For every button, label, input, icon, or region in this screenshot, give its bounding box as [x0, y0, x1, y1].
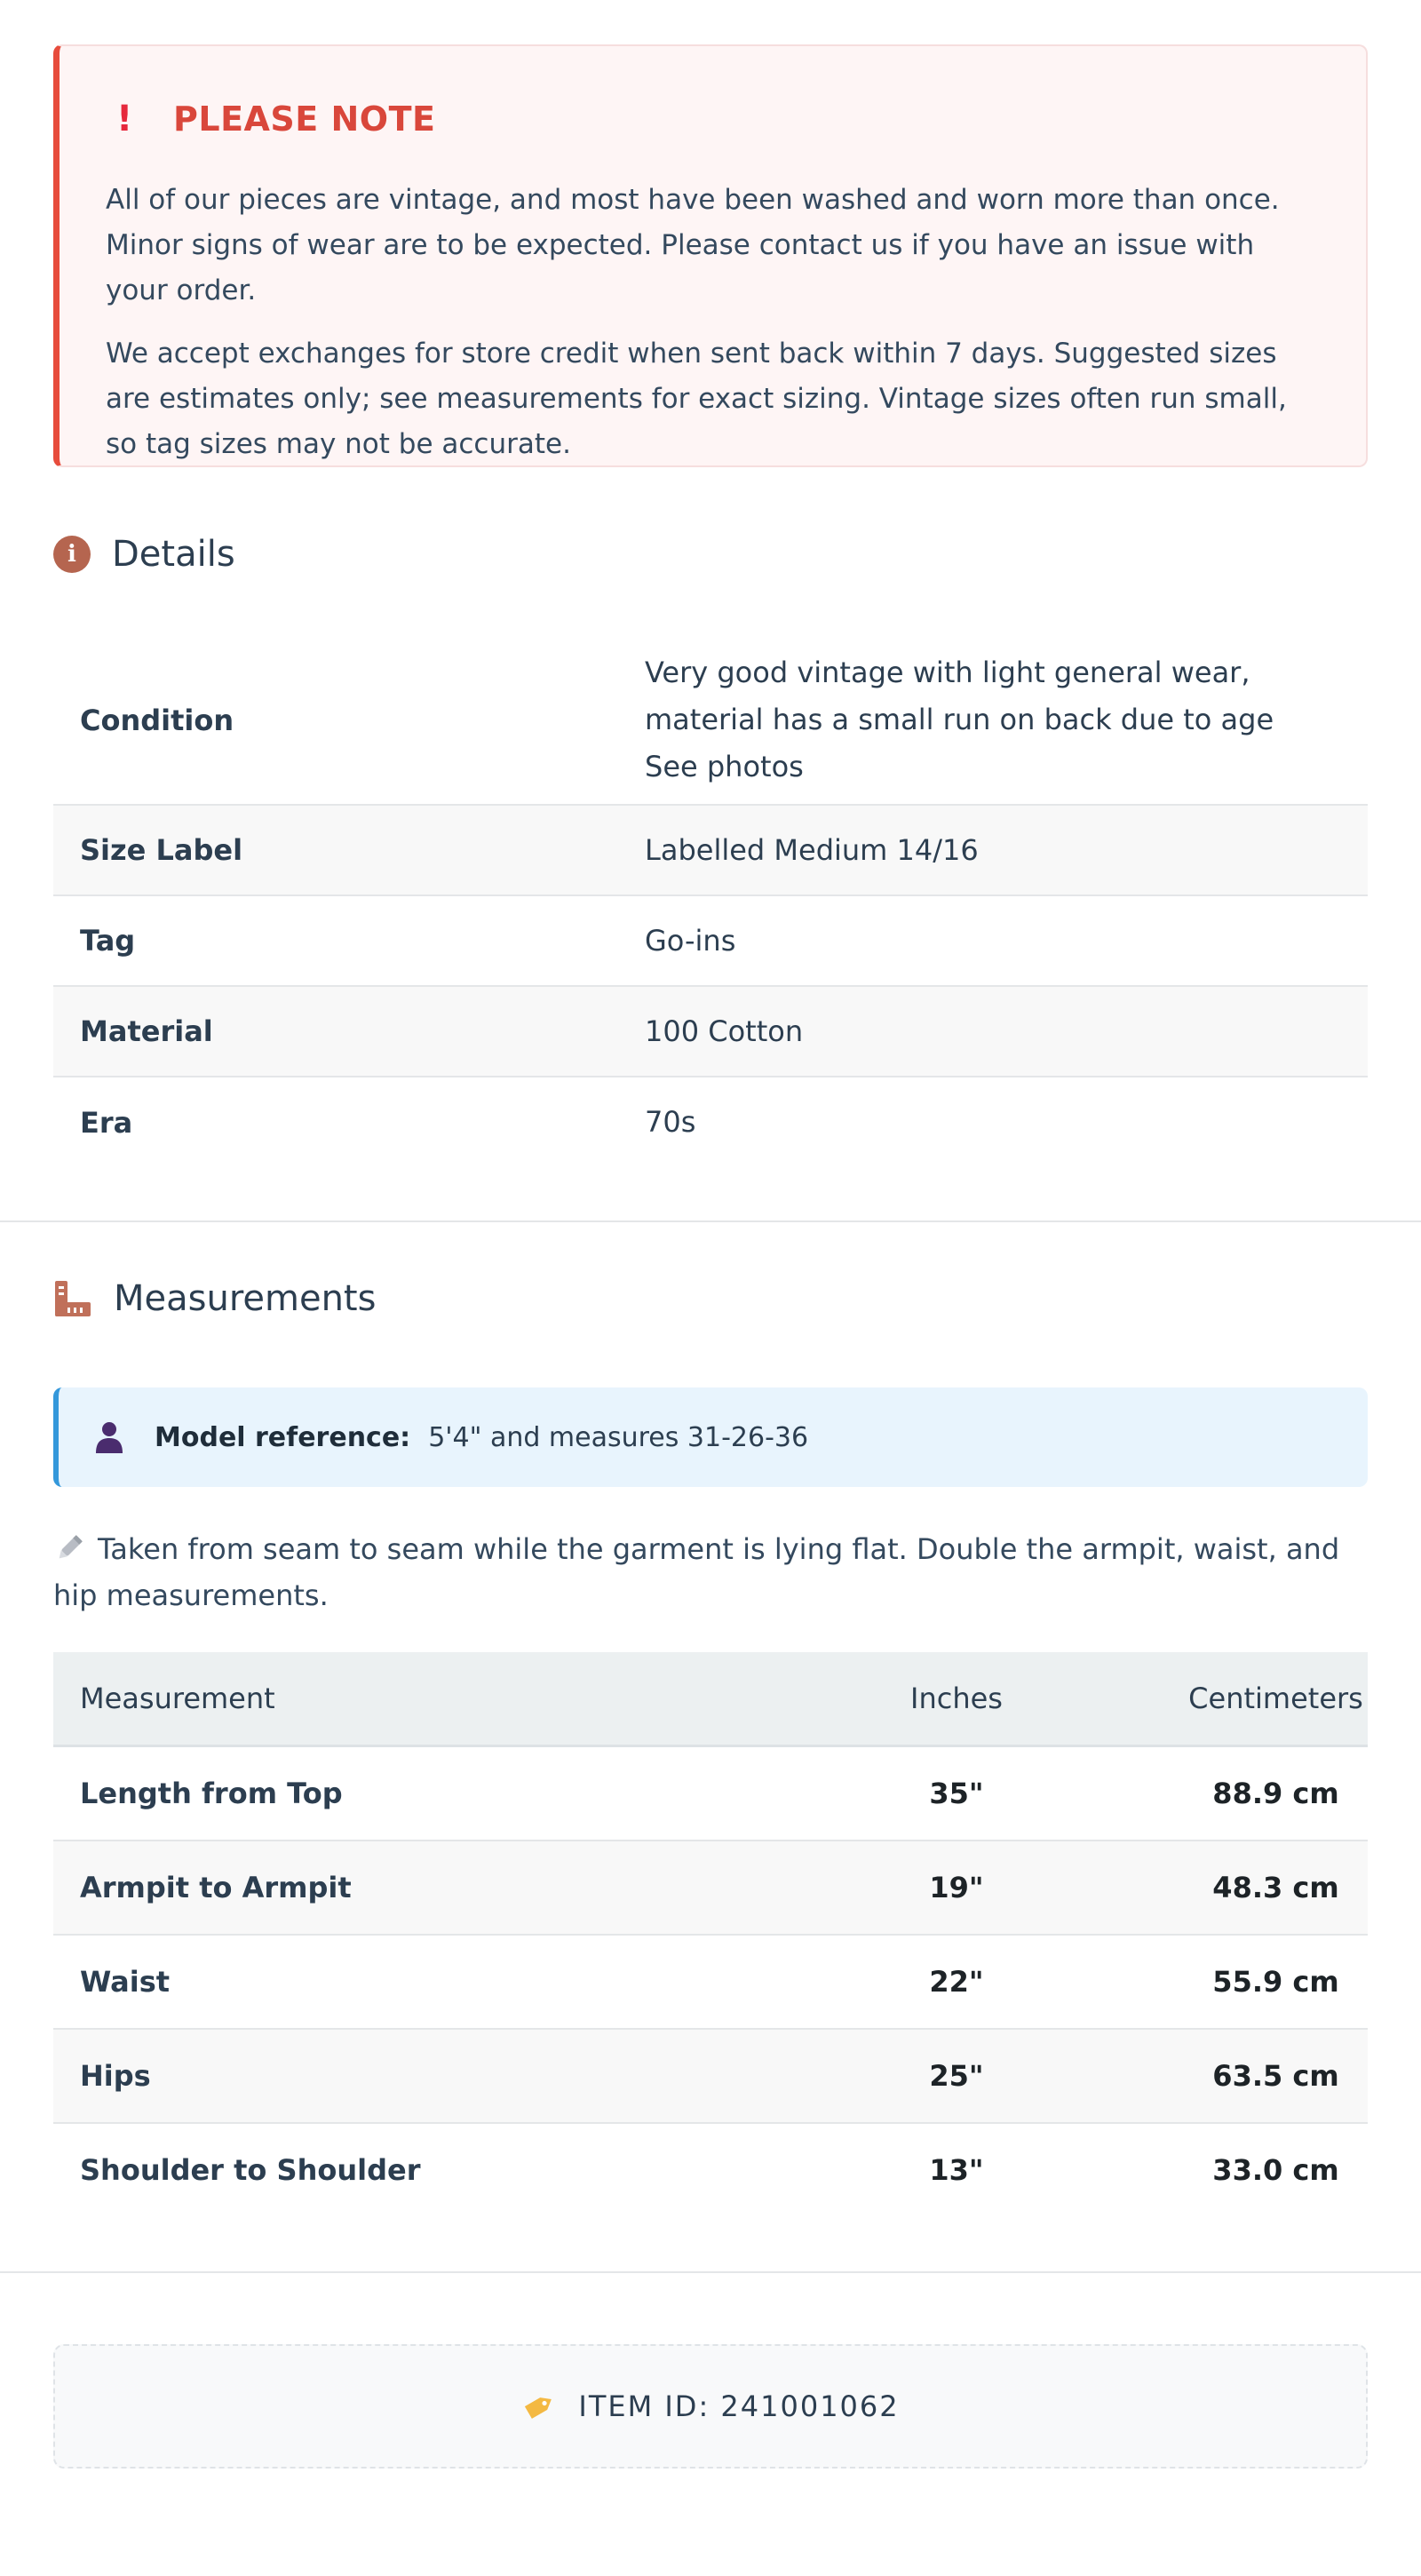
detail-value: 100 Cotton: [644, 986, 1368, 1077]
please-note-box: [53, 44, 1368, 467]
info-icon: i: [53, 536, 91, 573]
exclamation-icon: !: [116, 99, 133, 139]
measurement-inches: 13": [929, 2153, 984, 2187]
section-divider: [0, 1220, 1421, 1222]
tag-icon: [521, 2390, 557, 2422]
table-row: [53, 895, 1368, 986]
table-row: [53, 2123, 1368, 2216]
measurement-cm: 55.9 cm: [1184, 1935, 1368, 2029]
measurements-heading: [53, 1272, 1368, 1325]
details-title: Details: [112, 534, 235, 575]
details-heading: [53, 528, 1368, 581]
item-id-text: ITEM ID: 241001062: [578, 2389, 900, 2423]
table-row: [53, 1841, 1368, 1935]
column-header: Inches: [729, 1652, 1184, 1746]
measurement-inches: 22": [729, 1935, 1184, 2029]
measurement-cm: 33.0 cm: [1212, 2153, 1339, 2187]
table-row: [53, 1077, 1368, 1167]
measurement-note-text: Taken from seam to seam while the garment is lying flat. Double the armpit, waist, and hip measurements.: [53, 1532, 1340, 1612]
detail-value: Labelled Medium 14/16: [644, 805, 1368, 895]
column-header: Centimeters: [1184, 1652, 1368, 1746]
product-description: [0, 44, 1421, 2469]
model-reference: [53, 1387, 1368, 1487]
model-reference-value: 5'4" and measures 31-26-36: [428, 1421, 809, 1453]
person-icon: [94, 1420, 124, 1454]
detail-value: Go-ins: [644, 895, 1368, 986]
pencil-icon: [53, 1532, 85, 1564]
table-header-row: [53, 1652, 1368, 1746]
measurement-cm: 88.9 cm: [1184, 1746, 1368, 1841]
table-row: [53, 2029, 1368, 2123]
measurement-inches: 19": [729, 1841, 1184, 1935]
detail-value: Very good vintage with light general wear, material has a small run on back due to age See photos: [644, 636, 1368, 805]
model-reference-label: Model reference:: [155, 1421, 411, 1453]
measurement-inches: 35": [729, 1746, 1184, 1841]
notice-title: PLEASE NOTE: [173, 99, 436, 139]
measurements-title: Measurements: [114, 1278, 377, 1319]
table-row: [53, 986, 1368, 1077]
notice-paragraph: All of our pieces are vintage, and most have been washed and worn more than once. Minor signs of wear are to be expected. Please contact us if you have an issue with your order.: [106, 184, 1280, 306]
measurement-name: Shoulder to Shoulder: [80, 2153, 421, 2187]
details-table: [53, 636, 1368, 1167]
measurement-cm: 48.3 cm: [1184, 1841, 1368, 1935]
ruler-icon: [53, 1279, 92, 1318]
column-header: Measurement: [53, 1652, 729, 1746]
measurement-name: Armpit to Armpit: [53, 1841, 729, 1935]
table-row: [53, 1935, 1368, 2029]
notice-header: [106, 98, 1322, 140]
measurement-note: [53, 1526, 1368, 1618]
detail-label: Era: [80, 1105, 133, 1140]
measurements-table: [53, 1652, 1368, 2216]
table-row: [53, 636, 1368, 805]
item-id-box: [53, 2344, 1368, 2469]
detail-label: Size Label: [53, 805, 644, 895]
detail-label: Material: [53, 986, 644, 1077]
measurement-inches: 25": [729, 2029, 1184, 2123]
measurement-name: Hips: [53, 2029, 729, 2123]
section-divider: [0, 2271, 1421, 2273]
table-row: [53, 1746, 1368, 1841]
detail-value: 70s: [645, 1105, 696, 1139]
notice-paragraph: We accept exchanges for store credit when sent back within 7 days. Suggested sizes are estimates only; see measurements for exact sizing. Vintage sizes often run small, so tag sizes may not be accurate.: [106, 338, 1287, 460]
measurement-name: Length from Top: [53, 1746, 729, 1841]
table-row: [53, 805, 1368, 895]
measurement-name: Waist: [53, 1935, 729, 2029]
detail-label: Tag: [53, 895, 644, 986]
measurement-cm: 63.5 cm: [1184, 2029, 1368, 2123]
detail-label: Condition: [53, 636, 644, 805]
